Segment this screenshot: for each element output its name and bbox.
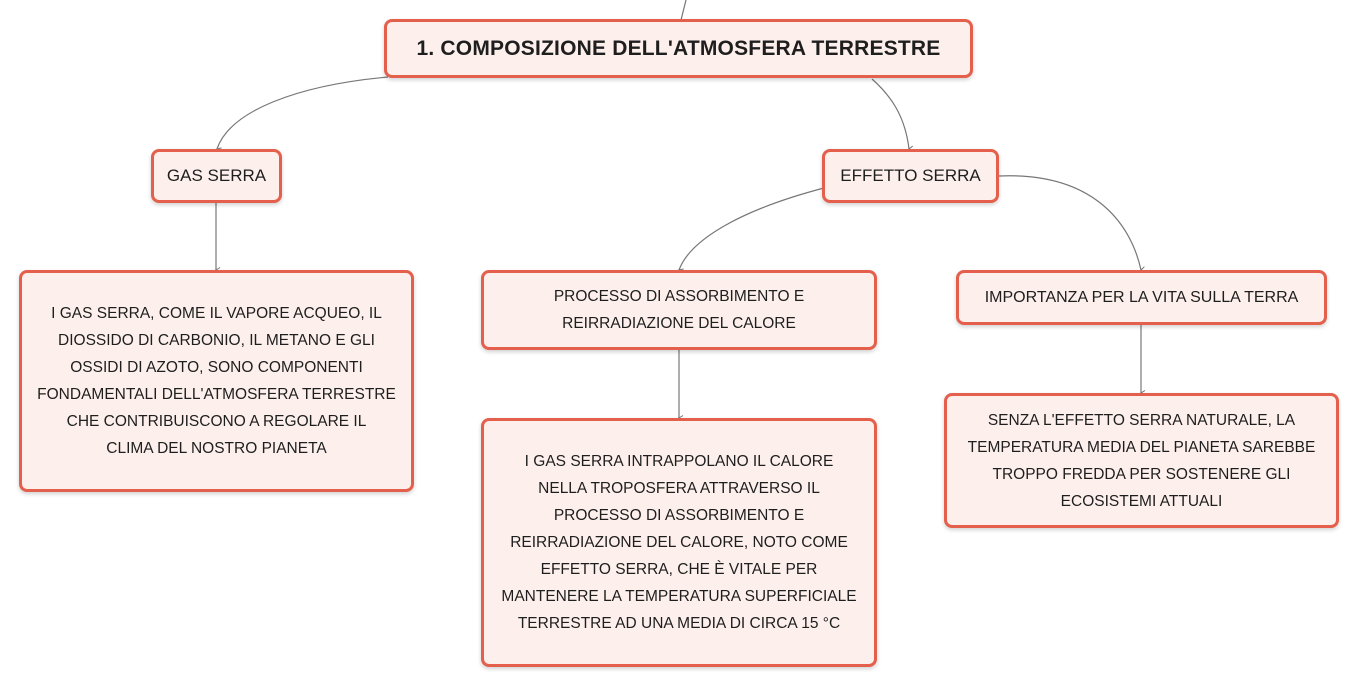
text-line: ECOSISTEMI ATTUALI [1060, 492, 1223, 510]
text-line: CLIMA DEL NOSTRO PIANETA [106, 440, 327, 457]
text-line: TERRESTRE AD UNA MEDIA DI CIRCA 15 °C [517, 615, 841, 632]
node-importanza-vita[interactable] [956, 270, 1327, 325]
node-processo-description[interactable] [481, 418, 877, 667]
text-line: I GAS SERRA, COME IL VAPORE ACQUEO, IL [51, 305, 382, 322]
text-line: FONDAMENTALI DELL'ATMOSFERA TERRESTRE [37, 386, 396, 403]
text-line: REIRRADIAZIONE DEL CALORE [562, 315, 796, 332]
node-root-composizione-atmosfera[interactable] [384, 19, 973, 78]
text-line: I GAS SERRA INTRAPPOLANO IL CALORE [524, 453, 834, 470]
text-line: TEMPERATURA MEDIA DEL PIANETA SAREBBE [967, 438, 1316, 456]
text-line: MANTENERE LA TEMPERATURA SUPERFICIALE [501, 588, 857, 605]
node-root-label: 1. COMPOSIZIONE DELL'ATMOSFERA TERRESTRE [416, 36, 941, 60]
text-line: PROCESSO DI ASSORBIMENTO E [553, 507, 805, 524]
text-line: PROCESSO DI ASSORBIMENTO E [553, 288, 805, 305]
connector-parent-to-root [681, 0, 686, 20]
node-processo-assorbimento[interactable] [481, 270, 877, 350]
text-line: DIOSSIDO DI CARBONIO, IL METANO E GLI [58, 332, 375, 349]
text-line: SENZA L'EFFETTO SERRA NATURALE, LA [987, 411, 1296, 429]
node-gas-serra-label: GAS SERRA [166, 166, 267, 185]
connector-root-to-effetto-serra [872, 79, 909, 149]
text-line: REIRRADIAZIONE DEL CALORE, NOTO COME [510, 534, 848, 551]
node-gas-serra-description[interactable] [19, 270, 414, 492]
connector-effetto-serra-to-processo [679, 188, 824, 270]
node-importanza-description[interactable] [944, 393, 1339, 528]
node-effetto-serra-label: EFFETTO SERRA [840, 166, 981, 185]
text-line: OSSIDI DI AZOTO, SONO COMPONENTI [70, 359, 363, 376]
text-line: EFFETTO SERRA, CHE È VITALE PER [540, 561, 818, 578]
node-importanza-label: IMPORTANZA PER LA VITA SULLA TERRA [984, 288, 1299, 306]
connector-effetto-serra-to-importanza [999, 176, 1141, 270]
connector-root-to-gas-serra [217, 77, 388, 149]
text-line: NELLA TROPOSFERA ATTRAVERSO IL [538, 480, 820, 497]
text-line: TROPPO FREDDA PER SOSTENERE GLI [992, 465, 1291, 483]
node-gas-serra[interactable] [151, 149, 282, 203]
node-effetto-serra[interactable] [822, 149, 999, 203]
text-line: CHE CONTRIBUISCONO A REGOLARE IL [66, 413, 367, 430]
